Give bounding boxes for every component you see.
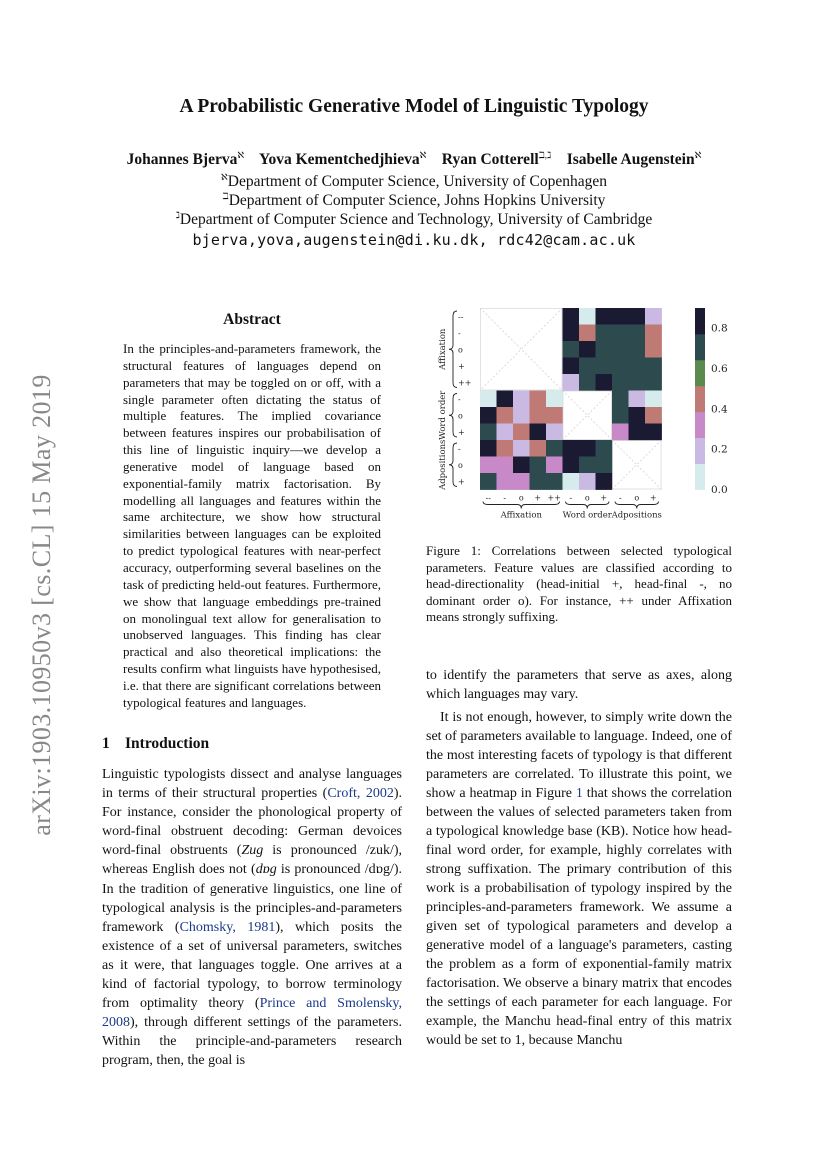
heatmap-cell <box>612 374 629 391</box>
heatmap-cell <box>563 457 580 474</box>
author-mark: ℵ <box>419 150 427 160</box>
heatmap-cell <box>579 473 596 490</box>
col-group-brace <box>566 502 610 509</box>
paragraph <box>426 708 732 1050</box>
col-tick-label: + <box>649 493 657 503</box>
author-name: Ryan Cotterell <box>441 151 539 169</box>
figure-reference-link[interactable]: 1 <box>575 786 583 801</box>
section-heading <box>102 735 209 753</box>
heatmap-cell <box>596 325 613 342</box>
affiliation-text: Department of Computer Science, Johns Hopkins University <box>228 192 606 210</box>
heatmap-cell <box>546 440 563 457</box>
affiliation <box>0 210 828 229</box>
heatmap-cell <box>629 341 646 358</box>
col-group-brace <box>483 502 560 509</box>
heatmap-cell <box>513 473 530 490</box>
row-group-brace <box>449 311 457 388</box>
colorbar-tick-label: 0.0 <box>711 484 728 496</box>
heatmap-cell <box>596 358 613 375</box>
author-emails[interactable]: bjerva,yova,augenstein@di.ku.dk, rdc42@cam.ac.uk <box>192 231 636 249</box>
figure-caption <box>426 543 732 626</box>
colorbar-segment <box>695 464 705 490</box>
heatmap-cell <box>629 391 646 408</box>
author-mark: ℵ <box>237 150 245 160</box>
arxiv-stamp-text: arXiv:1903.10950v3 [cs.CL] 15 May 2019 <box>27 374 56 836</box>
heatmap-cell <box>596 440 613 457</box>
col-tick-label: o <box>584 493 590 503</box>
heatmap-cell <box>546 407 563 424</box>
colorbar-segment <box>695 308 705 334</box>
heatmap-cell <box>612 424 629 441</box>
heatmap-cell <box>530 457 547 474</box>
italic-word: dɒg <box>255 862 277 878</box>
row-tick-label: -- <box>458 312 464 322</box>
heatmap-cell <box>480 473 497 490</box>
row-tick-label: o <box>458 411 463 421</box>
text-run: It is not enough, however, to simply write down the set of parameters available to language. Indeed, one of the most interesting facets of typology is that different parameters are correlated. To illustrate this point, we show a heatmap in Figure <box>426 710 732 801</box>
right-column-text <box>426 666 732 1050</box>
heatmap-cell <box>579 341 596 358</box>
row-tick-label: ++ <box>458 378 472 388</box>
heatmap-cell <box>563 440 580 457</box>
row-tick-label: + <box>458 361 465 371</box>
text-run: ). For instance, consider the phonological property of word-final obstruent decoding: German devoices word-final obstruents ( <box>102 786 402 859</box>
heatmap-cell <box>497 473 514 490</box>
author-mark: ℵ <box>694 150 702 160</box>
section-title: Introduction <box>125 735 210 752</box>
heatmap-cell <box>596 457 613 474</box>
heatmap-cell <box>579 325 596 342</box>
col-tick-label: o <box>518 493 524 503</box>
heatmap-cell <box>612 358 629 375</box>
affiliation-text: Department of Computer Science, University of Copenhagen <box>227 173 607 191</box>
heatmap-cell <box>530 440 547 457</box>
row-tick-label: - <box>458 328 461 338</box>
col-tick-label: ++ <box>547 493 561 503</box>
affiliation-text: Department of Computer Science and Technology, University of Cambridge <box>179 211 653 229</box>
col-tick-label: o <box>634 493 640 503</box>
col-tick-label: - <box>503 493 507 503</box>
row-group-brace <box>449 443 457 487</box>
heatmap-cell <box>579 457 596 474</box>
heatmap-cell <box>645 424 662 441</box>
author-name: Isabelle Augenstein <box>566 151 695 169</box>
heatmap-cell <box>480 407 497 424</box>
heatmap-cell <box>612 391 629 408</box>
heatmap-cell <box>629 407 646 424</box>
col-tick-label: - <box>569 493 573 503</box>
heatmap-cell <box>629 424 646 441</box>
heatmap-cell <box>563 308 580 325</box>
heatmap-cell <box>629 308 646 325</box>
heatmap-cell <box>612 308 629 325</box>
heatmap-cell <box>497 457 514 474</box>
heatmap-cell <box>563 325 580 342</box>
heatmap-cell <box>645 341 662 358</box>
heatmap-cell <box>513 407 530 424</box>
author-mark: ℶ,ℷ <box>538 150 552 160</box>
heatmap-cell <box>513 424 530 441</box>
row-tick-label: + <box>458 477 465 487</box>
figure-heatmap <box>410 300 730 540</box>
heatmap-cell <box>497 424 514 441</box>
abstract-heading: Abstract <box>223 311 281 328</box>
colorbar-segment <box>695 412 705 438</box>
heatmap-cell <box>596 374 613 391</box>
colorbar-segment <box>695 334 705 360</box>
col-tick-label: + <box>534 493 542 503</box>
affiliation-mark: ℶ <box>222 191 229 201</box>
heatmap-cell <box>645 374 662 391</box>
heatmap-cell <box>480 391 497 408</box>
col-group-label: Word order <box>562 510 612 521</box>
row-tick-label: - <box>458 394 461 404</box>
author-name: Yova Kementchedjhieva <box>259 151 420 169</box>
heatmap-cell <box>612 325 629 342</box>
heatmap-cell <box>546 473 563 490</box>
heatmap-cell <box>513 457 530 474</box>
arxiv-stamp[interactable] <box>12 360 72 850</box>
colorbar-segment <box>695 386 705 412</box>
colorbar-tick-label: 0.2 <box>711 443 728 456</box>
colorbar-segment <box>695 438 705 464</box>
heatmap-cell <box>546 391 563 408</box>
text-run: ), through different settings of the parameters. Within the principle-and-parameters research program, then, the goal is <box>102 1015 402 1069</box>
heatmap-cell <box>480 424 497 441</box>
heatmap-cell <box>530 424 547 441</box>
heatmap-cell <box>497 407 514 424</box>
heatmap-cell <box>645 308 662 325</box>
heatmap-cell <box>579 440 596 457</box>
heatmap-cell <box>645 391 662 408</box>
paper-title: A Probabilistic Generative Model of Linguistic Typology <box>179 96 649 117</box>
heatmap-cell <box>612 407 629 424</box>
colorbar-segment <box>695 360 705 386</box>
row-group-label: Affixation <box>438 328 448 370</box>
heatmap-cell <box>497 391 514 408</box>
italic-word: Zug <box>241 843 264 859</box>
heatmap-cell <box>579 308 596 325</box>
text-run: Linguistic typologists dissect and analyse languages in terms of their structural properties ( <box>102 767 402 802</box>
heatmap-cell <box>513 440 530 457</box>
intro-paragraph <box>102 765 402 1071</box>
heatmap-cell <box>530 407 547 424</box>
abstract-text: In the principles-and-parameters framework, the structural features of languages depend on parameters that may be toggled on or off, with a single parameter often dictating the status of multiple features. The implied covariance between features inspires our probabilisation of this line of linguistic inquiry—we develop a generative model of language based on exponential-family matrix factorisation. By modelling all languages and features within the same architecture, we show how structural similarities between languages can be exploited to predict typological features with near-perfect accuracy, outperforming several baselines on the task of predicting held-out features. Furthermore, we show that language embeddings pre-trained on monolingual text allow for generalisation to unobserved languages. This finding has clear practical and also theoretical implications: the results confirm what linguists have hypothesised, i.e. that there are significant correlations between typological features and languages. <box>123 341 381 710</box>
heatmap-cell <box>563 374 580 391</box>
citation-link[interactable]: Croft, 2002 <box>327 786 394 802</box>
heatmap-cell <box>530 473 547 490</box>
heatmap-cell <box>596 473 613 490</box>
row-tick-label: - <box>458 444 461 454</box>
heatmap-cell <box>596 308 613 325</box>
colorbar-tick-label: 0.8 <box>711 322 728 335</box>
colorbar-tick-label: 0.6 <box>711 363 728 375</box>
author-name: Johannes Bjerva <box>126 151 238 169</box>
text-run: that shows the correlation between the values of selected parameters taken from a typological knowledge base (KB). Notice how head-final word order, for example, highly correlates with strong suffixation. The primary contribution of this work is a probabilisation of typology inspired by the principles-and-parameters framework. We assume a given set of typological parameters and develop a generative model of a language's parameters, casting the problem as a form of exponential-family matrix factorisation. We observe a binary matrix that encodes the settings of each parameter for each language. For example, the Manchu head-final entry of this matrix would be set to 1, because Manchu <box>426 786 732 1048</box>
heatmap-cell <box>579 374 596 391</box>
heatmap-cell <box>629 374 646 391</box>
affiliation-mark: ℷ <box>175 210 180 220</box>
caption-label: Figure 1: <box>426 543 481 558</box>
text-run: ), which posits the existence of a set of universal parameters, switches as it were, that languages toggle. One arrives at a kind of factorial typology, to borrow terminology from optimality theory ( <box>102 919 402 1012</box>
heatmap-cell <box>513 391 530 408</box>
paragraph: to identify the parameters that serve as axes, along which languages may vary. <box>426 668 732 702</box>
col-tick-label: -- <box>485 493 491 503</box>
affiliation-mark: ℵ <box>221 172 228 182</box>
row-tick-label: o <box>458 345 463 355</box>
heatmap-cell <box>579 358 596 375</box>
col-group-brace <box>615 502 659 509</box>
author-list <box>0 150 828 169</box>
heatmap-cell <box>480 440 497 457</box>
citation-link[interactable]: Chomsky, 1981 <box>179 919 276 935</box>
row-tick-label: o <box>458 460 463 470</box>
affiliation <box>0 172 828 191</box>
heatmap-cell <box>546 457 563 474</box>
col-tick-label: + <box>600 493 608 503</box>
heatmap-cell <box>563 358 580 375</box>
heatmap-cell <box>563 473 580 490</box>
colorbar-tick-label: 0.4 <box>711 403 728 416</box>
row-group-label: Adpositions <box>438 439 448 490</box>
heatmap-cell <box>645 407 662 424</box>
citation-link[interactable]: Prince and Smolensky, 2008 <box>102 996 402 1031</box>
heatmap-cell <box>629 325 646 342</box>
heatmap-cell <box>629 358 646 375</box>
affiliation <box>0 191 828 210</box>
heatmap-cell <box>497 440 514 457</box>
heatmap-cell <box>596 341 613 358</box>
heatmap-cell <box>645 325 662 342</box>
row-group-label: Word order <box>438 390 448 440</box>
section-number: 1 <box>102 735 110 752</box>
text-run: is pronounced /zuk/), whereas English does not ( <box>102 843 402 878</box>
heatmap-cell <box>563 341 580 358</box>
heatmap-cell <box>546 424 563 441</box>
row-group-brace <box>449 394 457 438</box>
text-run: is pronounced /dɒg/). In the tradition of generative linguistics, one line of typological analysis is the principles-and-parameters framework ( <box>102 862 402 935</box>
heatmap-cell <box>530 391 547 408</box>
row-tick-label: + <box>458 427 465 437</box>
heatmap-cell <box>645 358 662 375</box>
heatmap-cell <box>480 457 497 474</box>
caption-text: Correlations between selected typological parameters. Feature values are classified according to head-directionality (head-initial +, head-final -, no dominant order o). For instance, ++ under Affixation means strongly suffixing. <box>426 543 732 625</box>
col-group-label: Adpositions <box>611 510 662 521</box>
col-tick-label: - <box>618 493 622 503</box>
heatmap-cell <box>612 341 629 358</box>
col-group-label: Affixation <box>500 510 542 521</box>
